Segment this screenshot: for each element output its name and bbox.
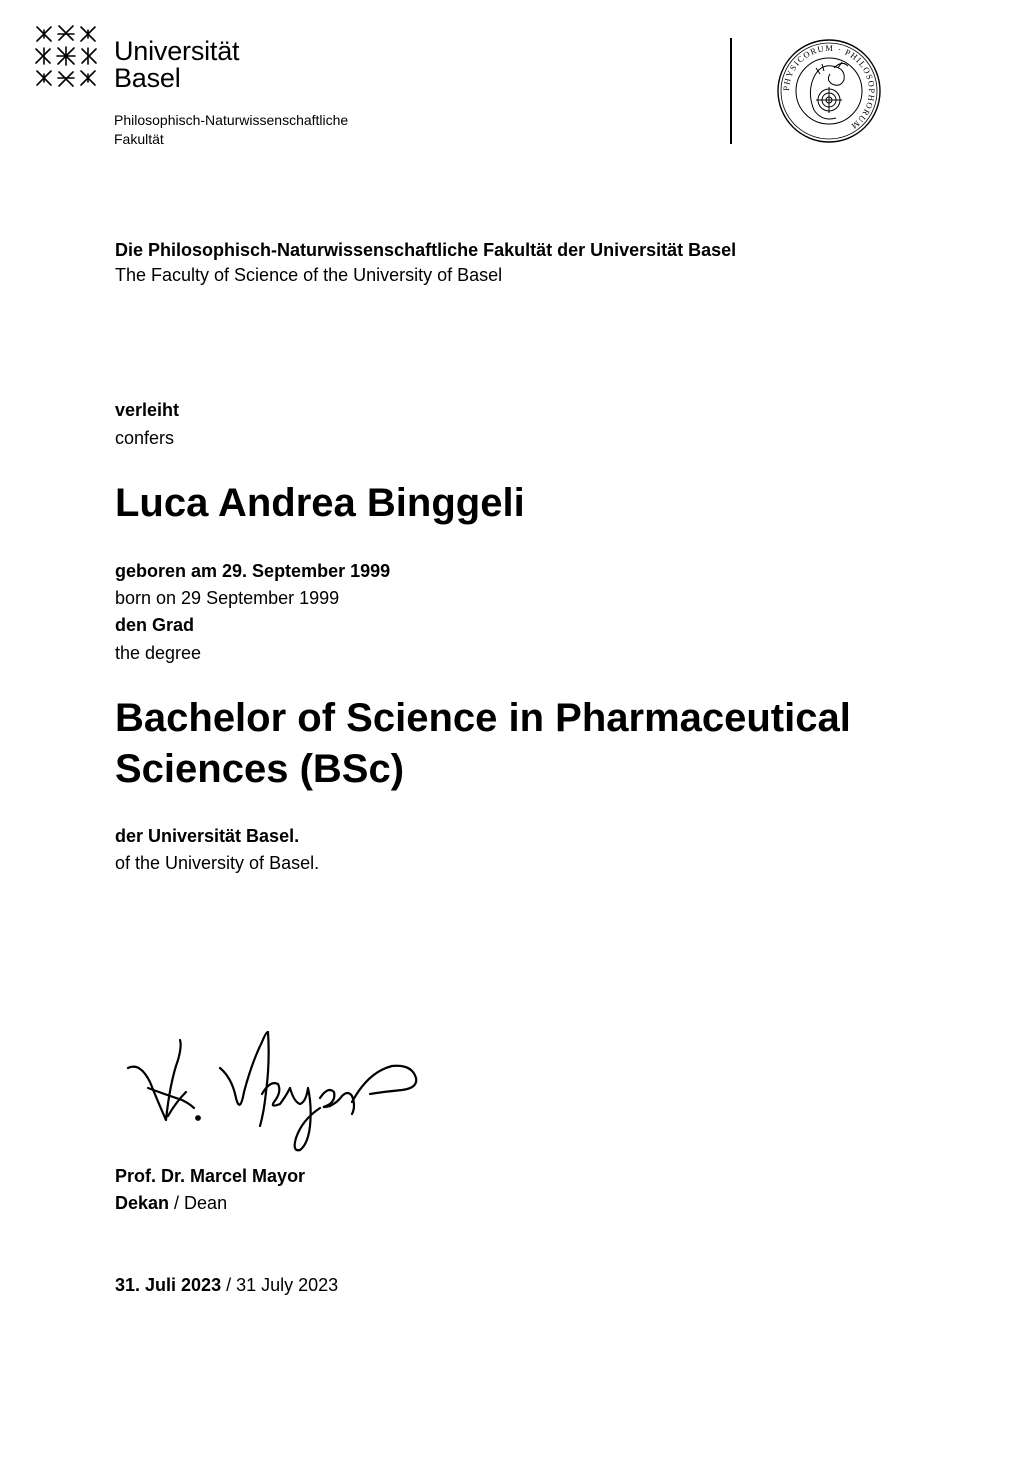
birth-date-german: geboren am 29. September 1999: [115, 561, 391, 581]
wordmark-line-1: Universität: [114, 36, 240, 66]
wordmark-line-2: Basel: [114, 63, 181, 93]
degree-intro-german: den Grad: [115, 615, 195, 635]
issue-date-german: 31. Juli 2023: [115, 1275, 222, 1295]
dean-title: [115, 1192, 227, 1214]
issue-date-english: 31 July 2023: [236, 1275, 339, 1295]
confers-english: confers: [115, 428, 175, 448]
university-wordmark: [114, 38, 239, 92]
university-english: of the University of Basel.: [115, 853, 320, 873]
degree-title-line-2: Sciences (BSc): [115, 747, 405, 791]
dean-title-separator: /: [169, 1193, 185, 1213]
birth-date-english: born on 29 September 1999: [115, 588, 340, 608]
dean-name: Prof. Dr. Marcel Mayor: [115, 1166, 306, 1186]
dean-title-german: Dekan: [115, 1193, 170, 1213]
dean-title-english: Dean: [184, 1193, 228, 1213]
degree-title: [115, 693, 975, 795]
issuer-english: The Faculty of Science of the University of Basel: [115, 265, 503, 285]
faculty-seal-icon: [776, 38, 882, 144]
confers-german: verleiht: [115, 400, 180, 420]
faculty-name-line-1: Philosophisch-Naturwissenschaftliche: [114, 112, 349, 128]
university-german: der Universität Basel.: [115, 826, 300, 846]
seal-text: PHYSICORUM · PHILOSOPHORUM: [780, 42, 878, 132]
issuer-german: Die Philosophisch-Naturwissenschaftliche Fakultät der Universität Basel: [115, 240, 737, 260]
degree-title-line-1: Bachelor of Science in Pharmaceutical: [115, 696, 851, 740]
faculty-name: [114, 111, 348, 148]
dean-signature-icon: [120, 1022, 430, 1162]
header-divider: [730, 38, 732, 144]
university-logo-icon: [32, 22, 100, 90]
issue-date-separator: /: [221, 1275, 237, 1295]
issue-date: [115, 1274, 338, 1296]
degree-intro-english: the degree: [115, 643, 202, 663]
recipient-name: Luca Andrea Binggeli: [115, 481, 525, 525]
faculty-name-line-2: Fakultät: [114, 130, 164, 147]
